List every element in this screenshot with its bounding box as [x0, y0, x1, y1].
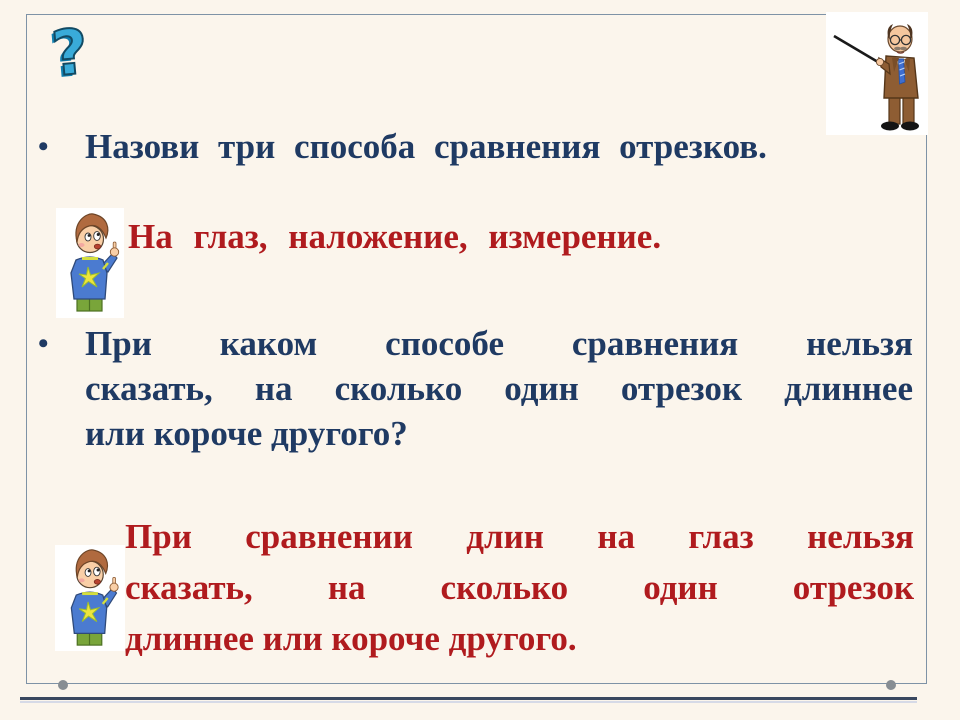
boy-pointing-icon	[55, 545, 125, 651]
bottom-divider-dark-line	[20, 697, 917, 700]
question-mark-icon: ?	[48, 14, 92, 91]
boy-image-1	[56, 208, 124, 318]
question-2-paragraph	[85, 321, 913, 456]
frame-end-dot-right	[886, 680, 896, 690]
boy-pointing-icon	[56, 208, 124, 318]
bullet-marker: •	[38, 130, 49, 163]
question-1-text: Назови три способа сравнения отрезков.	[85, 127, 767, 166]
teacher-with-pointer-icon	[826, 12, 928, 135]
answer-2-paragraph	[125, 511, 914, 664]
answer-2-line: При сравнении длин на глаз нельзя	[125, 517, 914, 556]
question-2-line: или короче другого?	[85, 414, 408, 453]
bullet-marker: •	[38, 327, 49, 360]
teacher-image	[826, 12, 928, 135]
answer-2-line: длиннее или короче другого.	[125, 619, 577, 658]
question-2-line: При каком способе сравнения нельзя	[85, 324, 913, 363]
question-2-line: сказать, на сколько один отрезок длиннее	[85, 369, 913, 408]
bottom-divider-light-line	[20, 701, 917, 703]
boy-image-2	[55, 545, 125, 651]
frame-end-dot-left	[58, 680, 68, 690]
answer-1-text: На глаз, наложение, измерение.	[128, 217, 662, 256]
question-1	[38, 124, 918, 169]
question-2	[38, 321, 913, 456]
answer-2-line: сказать, на сколько один отрезок	[125, 568, 914, 607]
